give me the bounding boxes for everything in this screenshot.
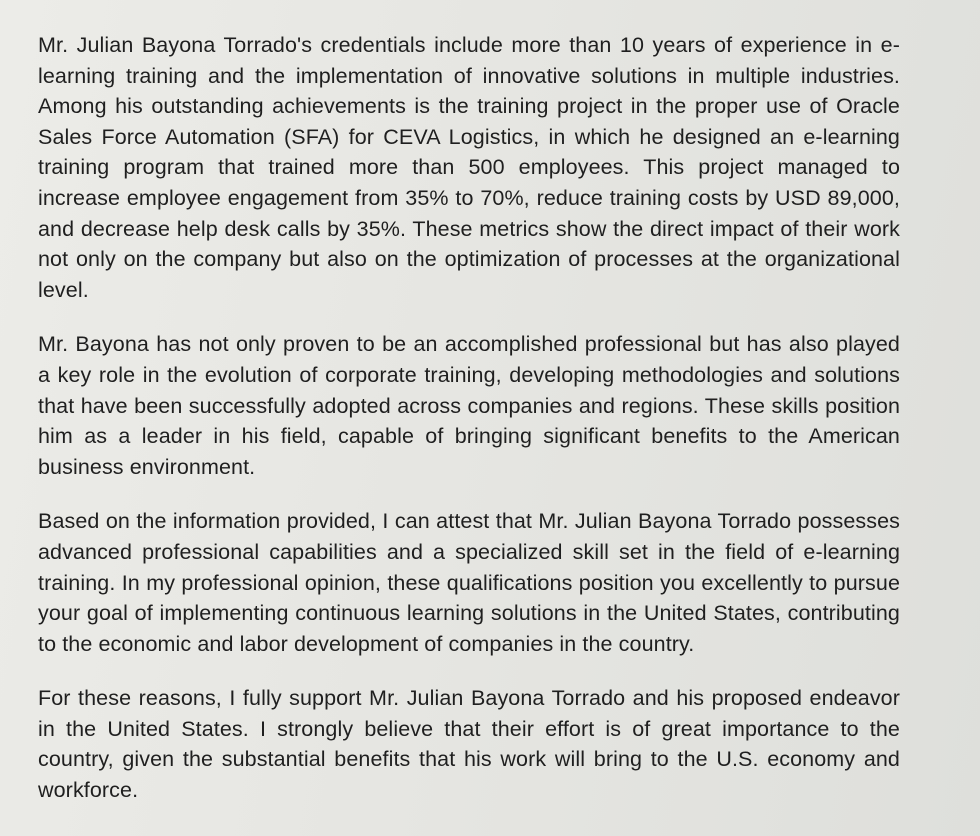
paragraph-accomplishments: Mr. Bayona has not only proven to be an accomplished professional but has also played a key role in the evolution of corporate training, developing methodologies and solutions that have been successfully adopted across companies and regions. These skills position him as a leader in his field, capable of bringing significant benefits to the American business environment.: [38, 332, 900, 479]
paragraph-attestation: Based on the information provided, I can attest that Mr. Julian Bayona Torrado possesses advanced professional capabilities and a specialized skill set in the field of e-learning training. In my professional opinion, these qualifications position you excellently to pursue your goal of implementing continuous learning solutions in the United States, contributing to the economic and labor development of companies in the country.: [38, 509, 900, 656]
paragraph-support: For these reasons, I fully support Mr. Julian Bayona Torrado and his proposed endeavor in the United States. I strongly believe that their effort is of great importance to the country, given the substantial benefits that his work will bring to the U.S. economy and workforce.: [38, 686, 900, 803]
paragraph-credentials: Mr. Julian Bayona Torrado's credentials include more than 10 years of experience in e-learning training and the implementation of innovative solutions in multiple industries. Among his outstanding achievements is the training project in the proper use of Oracle Sales Force Automation (SFA) for CEVA Logistics, in which he designed an e-learning training program that trained more than 500 employees. This project managed to increase employee engagement from 35% to 70%, reduce training costs by USD 89,000, and decrease help desk calls by 35%. These metrics show the direct impact of their work not only on the company but also on the optimization of processes at the organizational level.: [38, 33, 900, 302]
